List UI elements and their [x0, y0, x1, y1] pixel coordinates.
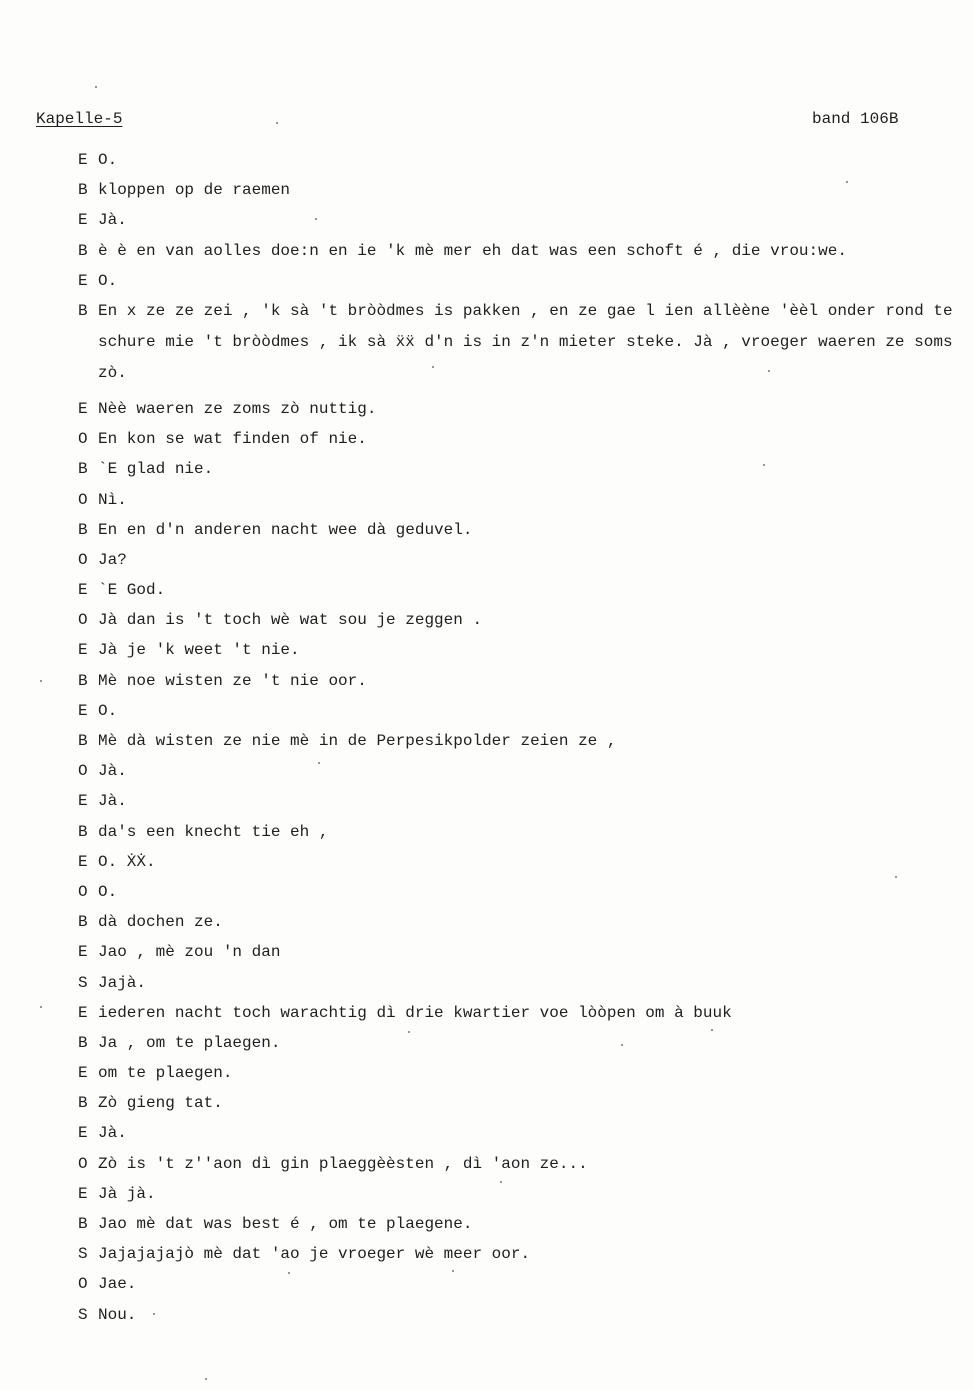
dialogue-line — [78, 180, 968, 210]
utterance-text: kloppen op de raemen — [98, 181, 291, 200]
utterance-text: om te plaegen. — [98, 1064, 233, 1083]
dialogue-line — [78, 912, 968, 942]
dialogue-line — [78, 822, 968, 852]
utterance-text: En kon se wat finden of nie. — [98, 430, 367, 449]
speaker-code: B — [78, 181, 88, 200]
utterance-text: Nou. — [98, 1305, 137, 1324]
speaker-code: E — [78, 1184, 88, 1203]
utterance-text: O. — [98, 271, 118, 290]
utterance-text: Zò is 't z''aon dì gin plaeggèèsten , dì 'aon ze... — [98, 1154, 588, 1173]
dialogue-line — [78, 550, 968, 580]
utterance-text: Jao mè dat was best é , om te plaegene. — [98, 1215, 473, 1233]
speaker-code: B — [78, 301, 88, 320]
dialogue-line — [78, 1184, 968, 1214]
speaker-code: E — [78, 943, 88, 962]
dialogue-line — [78, 973, 968, 1003]
dialogue-line — [78, 882, 968, 912]
dialogue-line — [78, 942, 968, 972]
utterance-text: dà dochen ze. — [98, 913, 223, 932]
scan-speck — [763, 464, 765, 466]
speaker-code: O — [78, 550, 88, 569]
utterance-text: Jà jà. — [98, 1184, 156, 1203]
dialogue-lines — [78, 150, 968, 1335]
speaker-code: B — [78, 241, 88, 260]
dialogue-line — [78, 241, 968, 271]
speaker-code: B — [78, 822, 88, 841]
scan-speck — [408, 1031, 410, 1033]
utterance-text: O. — [98, 882, 118, 901]
dialogue-line — [78, 791, 968, 821]
dialogue-line — [78, 610, 968, 640]
utterance-text: `E God. — [98, 581, 166, 600]
dialogue-line — [78, 1244, 968, 1274]
utterance-text: En en d'n anderen nacht wee dà geduvel. — [98, 520, 473, 539]
scan-speck — [768, 370, 770, 372]
utterance-text: O. — [98, 151, 118, 169]
dialogue-line — [78, 1123, 968, 1153]
dialogue-line — [78, 671, 968, 701]
speaker-code: B — [78, 1094, 88, 1113]
speaker-code: E — [78, 151, 88, 169]
scan-speck — [40, 1006, 42, 1008]
dialogue-line — [78, 731, 968, 761]
speaker-code: E — [78, 1124, 88, 1143]
dialogue-line — [78, 490, 968, 520]
dialogue-line — [78, 301, 968, 399]
utterance-text: Jà. — [98, 792, 127, 811]
utterance-text: Jà. — [98, 1124, 127, 1143]
speaker-code: E — [78, 399, 88, 418]
utterance-text: Jà je 'k weet 't nie. — [98, 641, 300, 660]
dialogue-line — [78, 399, 968, 429]
scan-speck — [318, 762, 320, 764]
speaker-code: E — [78, 1064, 88, 1083]
utterance-text: Mè noe wisten ze 't nie oor. — [98, 671, 367, 690]
speaker-code: E — [78, 701, 88, 720]
dialogue-line — [78, 1154, 968, 1184]
utterance-text: O. ẊẊ. — [98, 852, 156, 871]
speaker-code: O — [78, 490, 88, 509]
speaker-code: B — [78, 1215, 88, 1233]
speaker-code: S — [78, 1245, 88, 1264]
dialogue-line — [78, 640, 968, 670]
tape-reference: band 106B — [812, 110, 899, 128]
scan-speck — [621, 1044, 623, 1046]
utterance-text: da's een knecht tie eh , — [98, 822, 329, 841]
dialogue-line — [78, 150, 968, 180]
speaker-code: B — [78, 913, 88, 932]
scan-speck — [895, 876, 897, 878]
utterance-text: `E glad nie. — [98, 460, 214, 479]
speaker-code: O — [78, 430, 88, 449]
dialogue-line — [78, 761, 968, 791]
speaker-code: E — [78, 271, 88, 290]
speaker-code: B — [78, 1033, 88, 1052]
utterance-text: Jao , mè zou 'n dan — [98, 943, 281, 962]
dialogue-line — [78, 580, 968, 610]
speaker-code: E — [78, 581, 88, 600]
utterance-text: O. — [98, 701, 118, 720]
utterance-text: è è en van aolles doe:n en ie 'k mè mer eh dat was een schoft é , die vrou:we. — [98, 241, 847, 260]
dialogue-line — [78, 1274, 968, 1304]
speaker-code: B — [78, 732, 88, 750]
dialogue-line — [78, 429, 968, 459]
speaker-code: B — [78, 460, 88, 479]
dialogue-line — [78, 459, 968, 489]
speaker-code: E — [78, 852, 88, 871]
utterance-text: Jae. — [98, 1275, 137, 1294]
utterance-text: Jà. — [98, 211, 127, 230]
utterance-text: Mè dà wisten ze nie mè in de Perpesikpolder zeien ze , — [98, 732, 617, 750]
utterance-text: Jajajajajò mè dat 'ao je vroeger wè meer oor. — [98, 1245, 531, 1264]
dialogue-line — [78, 1093, 968, 1123]
utterance-text: Ja? — [98, 550, 127, 569]
speaker-code: S — [78, 1305, 88, 1324]
speaker-code: E — [78, 211, 88, 230]
utterance-text: iederen nacht toch warachtig dì drie kwartier voe lòòpen om à buuk — [98, 1003, 732, 1022]
dialogue-line — [78, 1305, 968, 1335]
utterance-text: Jà. — [98, 762, 127, 781]
speaker-code: E — [78, 1003, 88, 1022]
scan-speck — [432, 366, 434, 368]
speaker-code: O — [78, 882, 88, 901]
speaker-code: S — [78, 973, 88, 992]
speaker-code: B — [78, 520, 88, 539]
dialogue-line — [78, 520, 968, 550]
scan-speck — [276, 122, 278, 124]
dialogue-line — [78, 1033, 968, 1063]
scan-speck — [452, 1270, 454, 1272]
scan-speck — [500, 1181, 502, 1183]
scan-speck — [711, 1029, 713, 1031]
transcript-location-heading: Kapelle-5 — [36, 110, 123, 128]
speaker-code: O — [78, 762, 88, 781]
scan-speck — [95, 86, 97, 88]
utterance-text: Ja , om te plaegen. — [98, 1033, 281, 1052]
dialogue-line — [78, 1214, 968, 1244]
speaker-code: B — [78, 671, 88, 690]
dialogue-line — [78, 852, 968, 882]
scan-speck — [153, 1313, 155, 1315]
utterance-text: Jajà. — [98, 973, 147, 992]
utterance-text: Jà dan is 't toch wè wat sou je zeggen . — [98, 611, 483, 630]
speaker-code: E — [78, 641, 88, 660]
speaker-code: O — [78, 1154, 88, 1173]
utterance-text: Zò gieng tat. — [98, 1094, 223, 1113]
dialogue-line — [78, 701, 968, 731]
speaker-code: E — [78, 792, 88, 811]
utterance-text: En x ze ze zei , 'k sà 't bròòdmes is pakken , en ze gae l ien allèène 'èèl onder rond te schure mie 't bròòdmes , ik sà ẍẍ d'n is in z'n mieter steke. Jà , vroeger waeren ze soms zò. — [98, 301, 953, 382]
scan-speck — [205, 1378, 207, 1380]
utterance-text: Nì. — [98, 490, 127, 509]
scan-speck — [846, 181, 848, 183]
scan-speck — [315, 218, 317, 220]
scan-speck — [288, 1272, 290, 1274]
dialogue-line — [78, 1003, 968, 1033]
speaker-code: O — [78, 611, 88, 630]
utterance-text: Nèè waeren ze zoms zò nuttig. — [98, 399, 377, 418]
dialogue-line — [78, 210, 968, 240]
speaker-code: O — [78, 1275, 88, 1294]
dialogue-line — [78, 1063, 968, 1093]
scan-speck — [40, 680, 42, 682]
